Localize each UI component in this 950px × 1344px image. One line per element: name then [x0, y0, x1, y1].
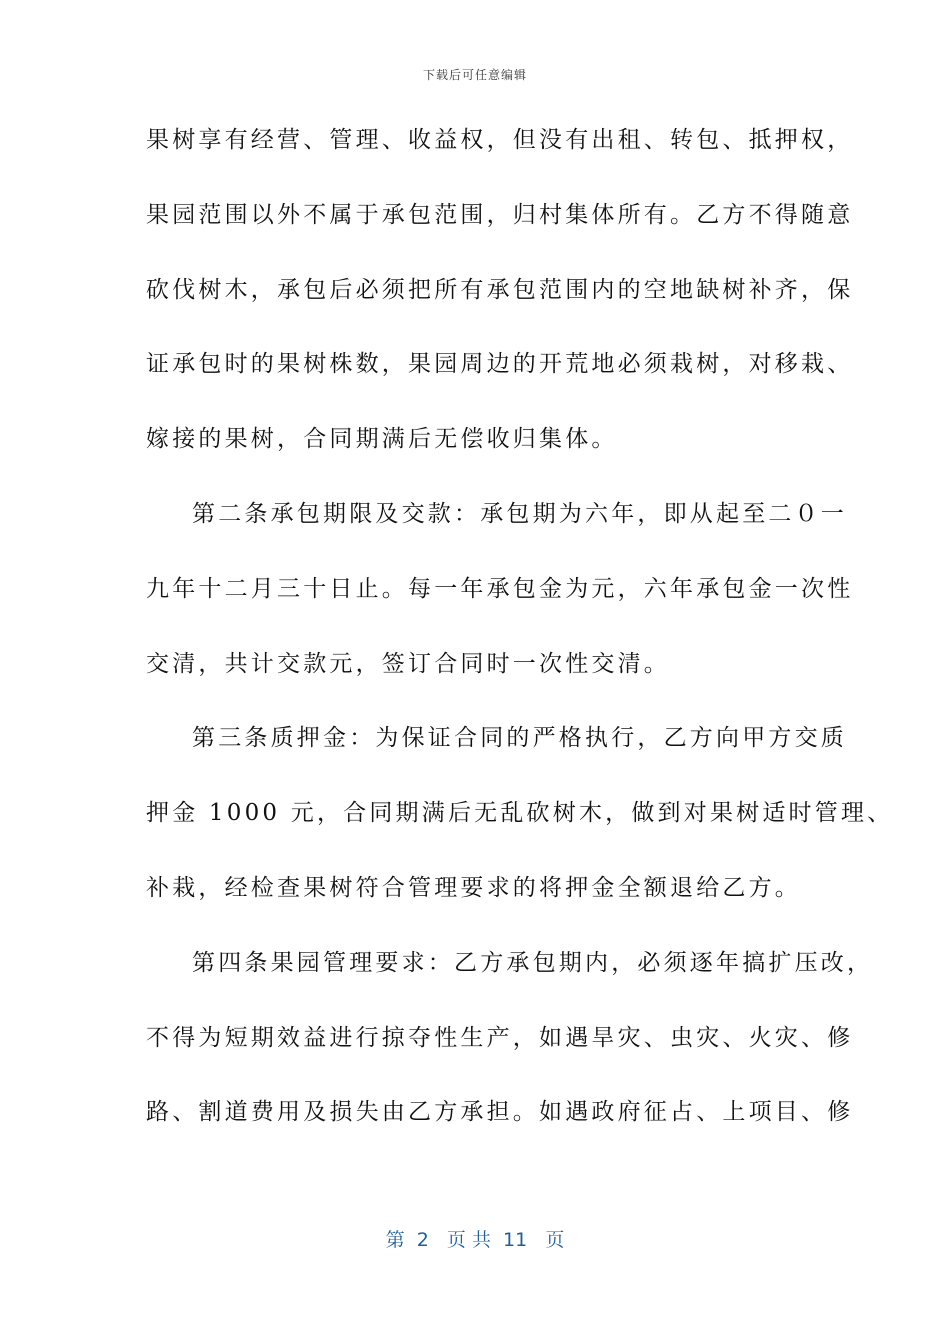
page-number-footer: 第 2 页 共 11 页 [385, 1229, 565, 1251]
body-line: 补栽，经检查果树符合管理要求的将押金全额退给乙方。 [146, 874, 801, 901]
body-line: 果园范围以外不属于承包范围，归村集体所有。乙方不得随意 [146, 201, 854, 228]
body-line: 九年十二月三十日止。每一年承包金为元，六年承包金一次性 [146, 575, 854, 602]
body-line: 押金 1000 元，合同期满后无乱砍树木，做到对果树适时管理、 [146, 800, 894, 827]
body-line: 交清，共计交款元，签订合同时一次性交清。 [146, 650, 670, 677]
body-line: 证承包时的果树株数，果园周边的开荒地必须栽树，对移栽、 [146, 351, 854, 378]
page-header-note: 下载后可任意编辑 [422, 68, 527, 82]
clause-three-heading-line: 第三条质押金：为保证合同的严格执行，乙方向甲方交质 [192, 725, 847, 752]
document-body [146, 118, 894, 1165]
body-line: 路、割道费用及损失由乙方承担。如遇政府征占、上项目、修 [146, 1099, 854, 1126]
clause-two-heading-line: 第二条承包期限及交款：承包期为六年，即从起至二０一 [192, 500, 847, 527]
clause-four-heading-line: 第四条果园管理要求：乙方承包期内，必须逐年搞扩压改， [192, 949, 874, 976]
body-line: 嫁接的果树，合同期满后无偿收归集体。 [146, 426, 618, 453]
body-line: 砍伐树木，承包后必须把所有承包范围内的空地缺树补齐，保 [146, 276, 854, 303]
body-line: 果树享有经营、管理、收益权，但没有出租、转包、抵押权， [146, 127, 854, 153]
body-line: 不得为短期效益进行掠夺性生产，如遇旱灾、虫灾、火灾、修 [146, 1024, 854, 1051]
